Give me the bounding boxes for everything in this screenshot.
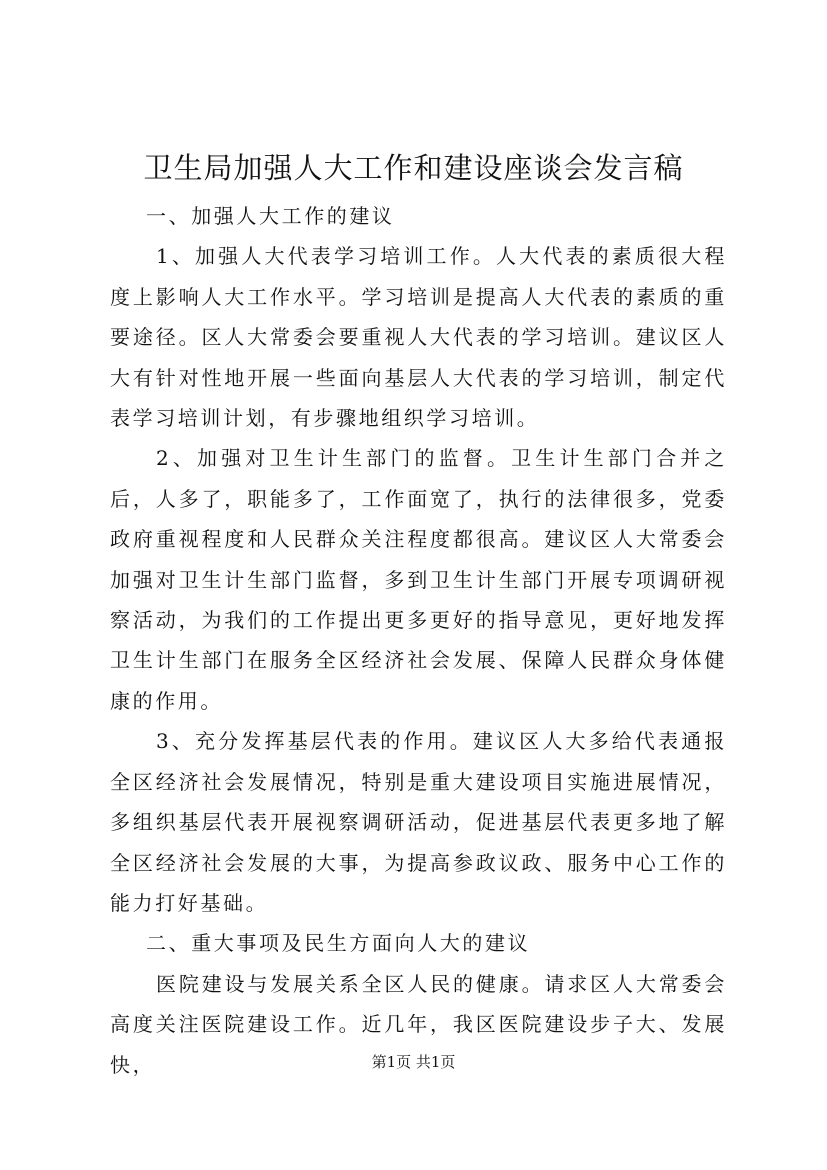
paragraph-2: 2、加强对卫生计生部门的监督。卫生计生部门合并之后，人多了，职能多了，工作面宽了，执行的法律很多，党委政府重视程度和人民群众关注程度都很高。建议区人大常委会加强对卫生计生部门监督，多到卫生计生部门开展专项调研视察活动，为我们的工作提出更多更好的指导意见，更好地发挥卫生计生部门在服务全区经济社会发展、保障人民群众身体健康的作用。 xyxy=(110,446,727,713)
document-body xyxy=(110,196,727,1085)
page-number-footer: 第1页 共1页 xyxy=(371,1053,456,1071)
section-heading-1: 一、加强人大工作的建议 xyxy=(146,204,395,228)
paragraph-3: 3、充分发挥基层代表的作用。建议区人大多给代表通报全区经济社会发展情况，特别是重大建设项目实施进展情况，多组织基层代表开展视察调研活动，促进基层代表更多地了解全区经济社会发展的大事，为提高参政议政、服务中心工作的能力打好基础。 xyxy=(110,729,727,915)
paragraph-4: 医院建设与发展关系全区人民的健康。请求区人大常委会高度关注医院建设工作。近几年，我区医院建设步子大、发展快， xyxy=(110,971,727,1077)
section-heading-2: 二、重大事项及民生方面向人大的建议 xyxy=(146,931,531,956)
document-title: 卫生局加强人大工作和建设座谈会发言稿 xyxy=(143,151,684,185)
paragraph-1: 1、加强人大代表学习培训工作。人大代表的素质很大程度上影响人大工作水平。学习培训是提高人大代表的素质的重要途径。区人大常委会要重视人大代表的学习培训。建议区人大有针对性地开展一些面向基层人大代表的学习培训，制定代表学习培训计划，有步骤地组织学习培训。 xyxy=(110,244,727,431)
